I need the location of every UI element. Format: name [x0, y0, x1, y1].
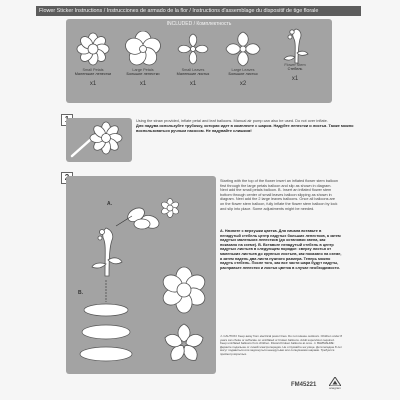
- part-name: Small Leaves: [181, 68, 205, 72]
- large-leaves-icon: [80, 304, 132, 361]
- large-petals-icon: [125, 205, 161, 230]
- step-1-instructions: [136, 119, 366, 133]
- anagram-logo-icon: [329, 377, 341, 386]
- part-name: Large Leaves: [231, 68, 255, 72]
- large-petals-icon: [123, 31, 163, 67]
- included-panel: [66, 19, 332, 103]
- part-name-ru: Большие листья: [228, 72, 258, 77]
- part-large-petals: [118, 31, 168, 87]
- part-name-ru: Маленькие листья: [176, 72, 210, 77]
- small-petals-icon: [76, 31, 110, 67]
- step-2-panel: [66, 176, 216, 374]
- inflate-petals-illustration: [66, 118, 132, 162]
- part-name-ru: Стебель: [287, 67, 303, 72]
- brand-name: anagram: [329, 386, 341, 390]
- small-leaves-icon: [176, 31, 210, 67]
- part-qty: x2: [239, 80, 247, 87]
- part-name-ru: Большие лепестки: [126, 72, 160, 77]
- step-1-panel: [66, 118, 132, 162]
- part-qty: x1: [291, 75, 299, 82]
- title-bar: Flower Sticker Instructions / Instrucciones de armado de la flor / Instructions d'assemblage du dispositif de tige florale: [36, 6, 361, 16]
- part-qty: x1: [139, 80, 147, 87]
- step-2-text-en: Starting with the top of the flower insert an inflated flower stem balloon first through the large petals balloon and slip as shown in diagram. Next add the small petals balloon. B. Insert an inflated flower stem bottom through center of small leaves balloon slipping as shown in diagram. Next add the 2 large leaves balloons. Once all balloons are on the flower stem balloon, fully inflate the flower stem balloon by lock and slip into place. Some adjustments might be needed.: [220, 179, 338, 211]
- part-small-petals: [68, 31, 118, 87]
- step-1-text-ru: Для надува используйте трубочку, которая идет в комплекте с шаром. Надуйте лепестки и листья. Также можно воспользоваться ручным насосом. Не надувайте слишком!: [136, 122, 354, 133]
- straw-icon: [72, 140, 90, 156]
- part-flower-stem: [270, 31, 320, 82]
- product-code: FM45221: [291, 382, 317, 388]
- part-name: Large Petals: [132, 68, 154, 72]
- brand-logo: [326, 377, 344, 390]
- assembled-flower-icon: [160, 267, 208, 313]
- step-1-text-en: Using the straw provided, inflate petal and leaf balloons. Manual air pump can also be used. Do not over inflate.: [136, 118, 328, 123]
- part-qty: x1: [89, 80, 97, 87]
- step-2-label-b: B.: [78, 290, 83, 296]
- small-petals-icon: [160, 199, 179, 218]
- large-leaves-icon: [225, 31, 261, 67]
- step-2-label-a: A.: [107, 201, 112, 207]
- part-large-leaves: [218, 31, 268, 87]
- step-2-text-ru: А. Начните с верхушки цветка. Для начала вставьте в ненадутый стебель центр надутых больших лепестков, а затем надутых маленьких лепестков (до остановки звена, как показано на схеме). В. Вставьте ненадутый стебель в центр надутых листьев в следующем порядке: сверху листья от маленьких листьев до крупных листьев, как показано на схеме, а затем надень два листа нужного размера. Теперь можно надуть стебель. После того, как все части шара будут надуты, расправьте лепестки и листья цветка в случае необходимости.: [220, 229, 342, 270]
- part-name: Flower Stem: [284, 63, 306, 67]
- included-title: INCLUDED / Комплектность: [166, 21, 232, 27]
- part-qty: x1: [189, 80, 197, 87]
- part-name: Small Petals: [82, 68, 104, 72]
- caution-text: ⚠ CAUTION: Keep away from electrical power lines. Do not release outdoors. Children under 8 years can choke or suffocate on uninflated or broken balloons. Adult supervision required. Keep uninflated balloons from children. Discard broken balloons at once. ⚠ ВНИМАНИЕ: Держите подальше от линий электропередач. Не отпускайте на улице. Дети младше 8 лет могут подавиться или задохнуться ненадутыми или лопнувшими шарами. Требуется присмотр взрослых.: [220, 334, 342, 356]
- assembly-illustration: [66, 176, 216, 374]
- flower-stem-icon: [92, 228, 122, 276]
- part-small-leaves: [168, 31, 218, 87]
- part-name-ru: Маленькие лепестки: [74, 72, 112, 77]
- assembled-leaves-icon: [163, 324, 205, 364]
